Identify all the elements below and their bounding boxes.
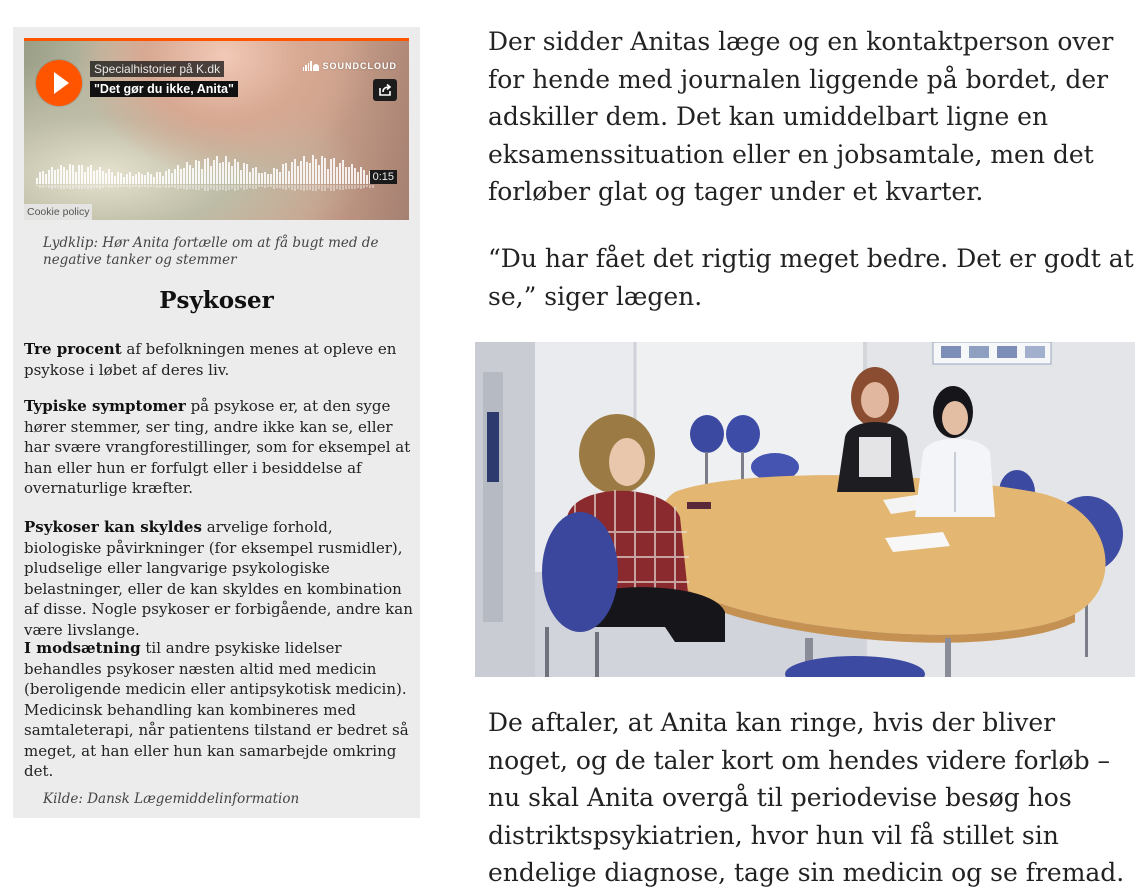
waveform-bar	[87, 167, 89, 184]
waveform-bar	[273, 168, 275, 184]
waveform-bar	[132, 176, 134, 184]
waveform-reflection	[57, 185, 59, 188]
waveform-reflection	[237, 185, 239, 190]
waveform-reflection	[69, 185, 71, 189]
waveform-bar	[45, 174, 47, 184]
waveform-reflection	[243, 185, 245, 190]
waveform-reflection	[231, 185, 233, 189]
factbox-title: Psykoser	[159, 287, 274, 314]
waveform-reflection	[201, 185, 203, 188]
factbox-lead: Typiske symptomer	[24, 397, 186, 415]
waveform-bar	[129, 172, 131, 184]
waveform-bar	[252, 168, 254, 184]
waveform-reflection	[99, 185, 101, 189]
waveform-bar	[207, 158, 209, 184]
waveform-bar	[267, 174, 269, 184]
waveform-bar	[225, 156, 227, 184]
waveform-bar	[237, 162, 239, 184]
waveform-reflection	[273, 185, 275, 189]
waveform-bar	[108, 169, 110, 184]
waveform-reflection	[309, 185, 311, 190]
play-icon	[54, 72, 69, 94]
waveform-bar	[84, 172, 86, 184]
waveform-bar	[201, 169, 203, 184]
waveform-bar	[168, 169, 170, 184]
waveform-bar	[297, 166, 299, 184]
waveform-bar	[261, 173, 263, 184]
waveform-reflection	[93, 185, 95, 188]
waveform-reflection	[117, 185, 119, 188]
waveform-bar	[222, 162, 224, 184]
waveform-bar	[330, 159, 332, 184]
waveform-bar	[165, 171, 167, 184]
waveform-bar	[174, 169, 176, 184]
waveform-bar	[315, 159, 317, 184]
waveform-reflection	[327, 185, 329, 188]
factbox-paragraph	[24, 396, 414, 499]
waveform-reflection	[366, 185, 368, 187]
waveform-reflection	[75, 185, 77, 188]
article-paragraph: De aftaler, at Anita kan ringe, hvis der bliver noget, og de taler kort om hendes videre forløb – nu skal Anita overgå til periodevise besøg hos distriktspsykiatrien, hvor hun vil få stillet sin endelige diagnose, tage sin medicin og se fremad.	[488, 708, 1125, 887]
waveform-bar	[141, 174, 143, 184]
waveform-reflection	[363, 185, 365, 188]
waveform-bar	[180, 169, 182, 184]
waveform-bar	[147, 172, 149, 184]
waveform-bar	[36, 178, 38, 184]
waveform-reflection	[342, 185, 344, 190]
waveform-reflection	[267, 185, 269, 187]
waveform-reflection	[138, 185, 140, 188]
waveform-reflection	[171, 185, 173, 187]
waveform-bar	[318, 165, 320, 184]
waveform-reflection	[111, 185, 113, 188]
waveform-reflection	[294, 185, 296, 191]
waveform-reflection	[132, 185, 134, 187]
waveform-reflection	[246, 185, 248, 189]
waveform-bar	[153, 177, 155, 184]
waveform-bar	[198, 161, 200, 184]
waveform-reflection	[45, 185, 47, 187]
waveform-bar	[123, 177, 125, 184]
waveform-bar	[345, 167, 347, 184]
waveform-bar	[285, 163, 287, 184]
factbox-source: Kilde: Dansk Lægemiddelinformation	[43, 791, 300, 807]
waveform-reflection	[303, 185, 305, 191]
waveform-bar	[189, 165, 191, 184]
waveform-bar	[327, 169, 329, 184]
waveform-bar	[312, 155, 314, 184]
waveform-reflection	[84, 185, 86, 188]
waveform-reflection	[357, 185, 359, 188]
waveform-bar	[213, 160, 215, 184]
waveform-bar	[249, 172, 251, 184]
waveform-reflection	[240, 185, 242, 188]
waveform-bar	[186, 162, 188, 184]
audio-waveform[interactable]	[36, 144, 376, 192]
article-paragraph: “Du har fået det rigtig meget bedre. Det er godt at se,” siger lægen.	[488, 244, 1134, 311]
waveform-reflection	[234, 185, 236, 191]
waveform-bar	[69, 164, 71, 184]
waveform-bar	[99, 167, 101, 184]
waveform-reflection	[348, 185, 350, 189]
waveform-reflection	[297, 185, 299, 189]
waveform-bar	[351, 164, 353, 184]
waveform-bar	[228, 162, 230, 184]
waveform-reflection	[168, 185, 170, 188]
waveform-reflection	[213, 185, 215, 190]
waveform-reflection	[339, 185, 341, 190]
waveform-bar	[321, 156, 323, 184]
waveform-reflection	[204, 185, 206, 191]
soundcloud-brand-label: SOUNDCLOUD	[322, 61, 397, 71]
waveform-reflection	[96, 185, 98, 188]
waveform-bar	[333, 158, 335, 184]
waveform-bar	[78, 165, 80, 184]
factbox-text: arvelige forhold, biologiske påvirkninger (for eksempel rusmidler), pludselige eller langvarige psykologiske belastninger, eller de kan skyldes en kombination af disse. Nogle psykoser er forbigående, andre kan være livslange.	[24, 518, 413, 639]
waveform-reflection	[42, 185, 44, 188]
waveform-bar	[111, 172, 113, 184]
waveform-reflection	[324, 185, 326, 191]
waveform-reflection	[147, 185, 149, 188]
factbox-text: til andre psykiske lidelser behandles psykoser næsten altid med medicin (beroligende medicin eller antipsykotisk medicin). Medicinsk behandling kan kombineres med samtaleterapi, når patientens tilstand er bedret så meget, at han eller hun kan samarbejde omkring det.	[24, 639, 409, 780]
waveform-reflection	[189, 185, 191, 189]
waveform-bar	[177, 165, 179, 184]
waveform-bar	[270, 174, 272, 184]
waveform-bar	[66, 170, 68, 184]
waveform-reflection	[279, 185, 281, 188]
waveform-reflection	[360, 185, 362, 189]
factbox-lead: I modsætning	[24, 639, 141, 657]
soundcloud-player[interactable]	[24, 38, 409, 220]
waveform-bar	[282, 164, 284, 184]
cookie-policy-link[interactable]: Cookie policy	[24, 204, 92, 220]
waveform-bar	[51, 167, 53, 184]
waveform-reflection	[225, 185, 227, 191]
waveform-reflection	[63, 185, 65, 189]
factbox-paragraph	[24, 517, 414, 640]
waveform-reflection	[315, 185, 317, 191]
waveform-bar	[357, 172, 359, 184]
waveform-bar	[216, 156, 218, 184]
waveform-bar	[231, 166, 233, 184]
waveform-bar	[72, 165, 74, 184]
waveform-bar	[339, 163, 341, 184]
waveform-bar	[288, 171, 290, 184]
waveform-reflection	[150, 185, 152, 187]
waveform-reflection	[105, 185, 107, 187]
waveform-bar	[192, 168, 194, 184]
waveform-bar	[183, 168, 185, 184]
soundcloud-logo-link[interactable]	[303, 61, 398, 71]
waveform-reflection	[48, 185, 50, 188]
waveform-reflection	[285, 185, 287, 190]
waveform-reflection	[306, 185, 308, 190]
waveform-reflection	[258, 185, 260, 187]
factbox-text: på psykose er, at den syge hører stemmer, ser ting, andre ikke kan se, eller har svære vrangforestillinger, som for eksempel at han eller hun er forfulgt eller i besiddelse af overnaturlige kræfter.	[24, 397, 411, 497]
waveform-reflection	[195, 185, 197, 190]
waveform-reflection	[39, 185, 41, 188]
waveform-reflection	[192, 185, 194, 189]
waveform-reflection	[72, 185, 74, 189]
waveform-bar	[303, 156, 305, 184]
waveform-reflection	[318, 185, 320, 189]
waveform-reflection	[114, 185, 116, 187]
waveform-bar	[240, 170, 242, 184]
waveform-reflection	[222, 185, 224, 190]
waveform-reflection	[165, 185, 167, 188]
waveform-reflection	[270, 185, 272, 187]
waveform-reflection	[66, 185, 68, 188]
psykoser-factbox	[13, 27, 420, 818]
waveform-bar	[300, 161, 302, 184]
waveform-bar	[276, 169, 278, 184]
factbox-paragraph	[24, 339, 414, 380]
waveform-reflection	[60, 185, 62, 189]
waveform-reflection	[210, 185, 212, 189]
waveform-bar	[159, 172, 161, 184]
waveform-bar	[144, 175, 146, 184]
waveform-reflection	[159, 185, 161, 188]
track-user-link[interactable]: Specialhistorier på K.dk	[90, 61, 224, 77]
waveform-reflection	[312, 185, 314, 191]
factbox-lead: Tre procent	[24, 340, 122, 358]
factbox-paragraph	[24, 638, 414, 782]
waveform-bar	[39, 172, 41, 184]
waveform-reflection	[291, 185, 293, 190]
article-photo	[475, 342, 1135, 677]
waveform-reflection	[372, 185, 374, 188]
waveform-bar	[195, 160, 197, 184]
waveform-bar	[291, 162, 293, 184]
waveform-reflection	[345, 185, 347, 189]
waveform-reflection	[219, 185, 221, 190]
waveform-reflection	[51, 185, 53, 189]
waveform-bar	[105, 173, 107, 184]
waveform-reflection	[351, 185, 353, 189]
waveform-bar	[219, 163, 221, 184]
waveform-bar	[75, 172, 77, 184]
track-title-link[interactable]: "Det gør du ikke, Anita"	[90, 81, 238, 97]
waveform-reflection	[207, 185, 209, 191]
waveform-bar	[294, 159, 296, 184]
play-button[interactable]	[36, 60, 82, 106]
waveform-bar	[90, 165, 92, 184]
waveform-reflection	[36, 185, 38, 186]
waveform-reflection	[216, 185, 218, 191]
waveform-reflection	[90, 185, 92, 189]
waveform-bar	[126, 174, 128, 184]
waveform-bar	[117, 172, 119, 184]
waveform-reflection	[162, 185, 164, 187]
waveform-bar	[279, 172, 281, 184]
waveform-bar	[246, 164, 248, 184]
waveform-bar	[60, 165, 62, 184]
waveform-bar	[354, 168, 356, 184]
waveform-bar	[102, 171, 104, 184]
waveform-reflection	[261, 185, 263, 187]
waveform-bar	[336, 167, 338, 184]
waveform-bar	[342, 160, 344, 184]
waveform-reflection	[102, 185, 104, 188]
share-button[interactable]	[373, 79, 397, 101]
waveform-reflection	[87, 185, 89, 189]
waveform-reflection	[141, 185, 143, 187]
waveform-bar	[93, 171, 95, 184]
waveform-reflection	[126, 185, 128, 187]
waveform-reflection	[153, 185, 155, 187]
waveform-reflection	[177, 185, 179, 189]
waveform-reflection	[333, 185, 335, 191]
waveform-reflection	[78, 185, 80, 189]
waveform-bar	[135, 174, 137, 184]
waveform-bar	[255, 167, 257, 184]
waveform-reflection	[282, 185, 284, 189]
waveform-reflection	[180, 185, 182, 188]
waveform-bar	[162, 176, 164, 184]
waveform-reflection	[198, 185, 200, 190]
waveform-reflection	[135, 185, 137, 187]
waveform-bar	[366, 175, 368, 184]
waveform-bar	[264, 172, 266, 184]
waveform-bar	[138, 172, 140, 184]
waveform-reflection	[81, 185, 83, 189]
waveform-reflection	[249, 185, 251, 188]
waveform-reflection	[108, 185, 110, 188]
waveform-reflection	[369, 185, 371, 188]
waveform-reflection	[156, 185, 158, 188]
waveform-bar	[324, 158, 326, 184]
waveform-reflection	[354, 185, 356, 189]
waveform-bar	[309, 163, 311, 184]
waveform-bar	[150, 174, 152, 184]
waveform-bar	[360, 167, 362, 184]
waveform-bar	[54, 170, 56, 184]
waveform-reflection	[288, 185, 290, 188]
waveform-bar	[306, 162, 308, 184]
waveform-reflection	[186, 185, 188, 190]
waveform-bar	[63, 167, 65, 184]
waveform-bar	[243, 163, 245, 184]
audio-caption: Lydklip: Hør Anita fortælle om at få bugt med de negative tanker og stemmer	[43, 235, 379, 268]
waveform-reflection	[228, 185, 230, 190]
waveform-reflection	[120, 185, 122, 187]
waveform-bar	[204, 159, 206, 184]
waveform-reflection	[264, 185, 266, 188]
waveform-bar	[81, 165, 83, 184]
waveform-reflection	[276, 185, 278, 188]
track-duration: 0:15	[370, 170, 397, 184]
waveform-bar	[258, 173, 260, 184]
waveform-bar	[171, 173, 173, 184]
factbox-text: af befolkningen menes at opleve en psykose i løbet af deres liv.	[24, 340, 397, 379]
waveform-reflection	[330, 185, 332, 191]
waveform-reflection	[123, 185, 125, 187]
meeting-room-illustration	[475, 342, 1135, 677]
waveform-reflection	[300, 185, 302, 190]
waveform-reflection	[144, 185, 146, 187]
article-paragraph: Der sidder Anitas læge og en kontaktperson over for hende med journalen liggende på bordet, der adskiller dem. Det kan umiddelbart ligne en eksamenssituation eller en jobsamtale, men det forløber glat og tager under et kvarter.	[488, 27, 1114, 206]
waveform-bar	[156, 172, 158, 184]
waveform-bar	[120, 173, 122, 184]
player-accent-bar	[24, 38, 409, 41]
soundcloud-logo-icon	[303, 61, 319, 71]
waveform-reflection	[54, 185, 56, 188]
waveform-bar	[114, 176, 116, 184]
waveform-bar	[348, 167, 350, 184]
share-icon	[378, 83, 392, 97]
waveform-bar	[42, 171, 44, 184]
waveform-reflection	[183, 185, 185, 189]
waveform-bar	[234, 159, 236, 184]
waveform-reflection	[321, 185, 323, 191]
factbox-lead: Psykoser kan skyldes	[24, 518, 202, 536]
waveform-reflection	[129, 185, 131, 188]
waveform-bar	[363, 170, 365, 184]
waveform-reflection	[174, 185, 176, 188]
waveform-bar	[210, 166, 212, 184]
waveform-bar	[57, 169, 59, 184]
waveform-reflection	[255, 185, 257, 189]
waveform-reflection	[336, 185, 338, 189]
waveform-bar	[96, 170, 98, 184]
waveform-reflection	[252, 185, 254, 189]
waveform-bar	[48, 170, 50, 184]
